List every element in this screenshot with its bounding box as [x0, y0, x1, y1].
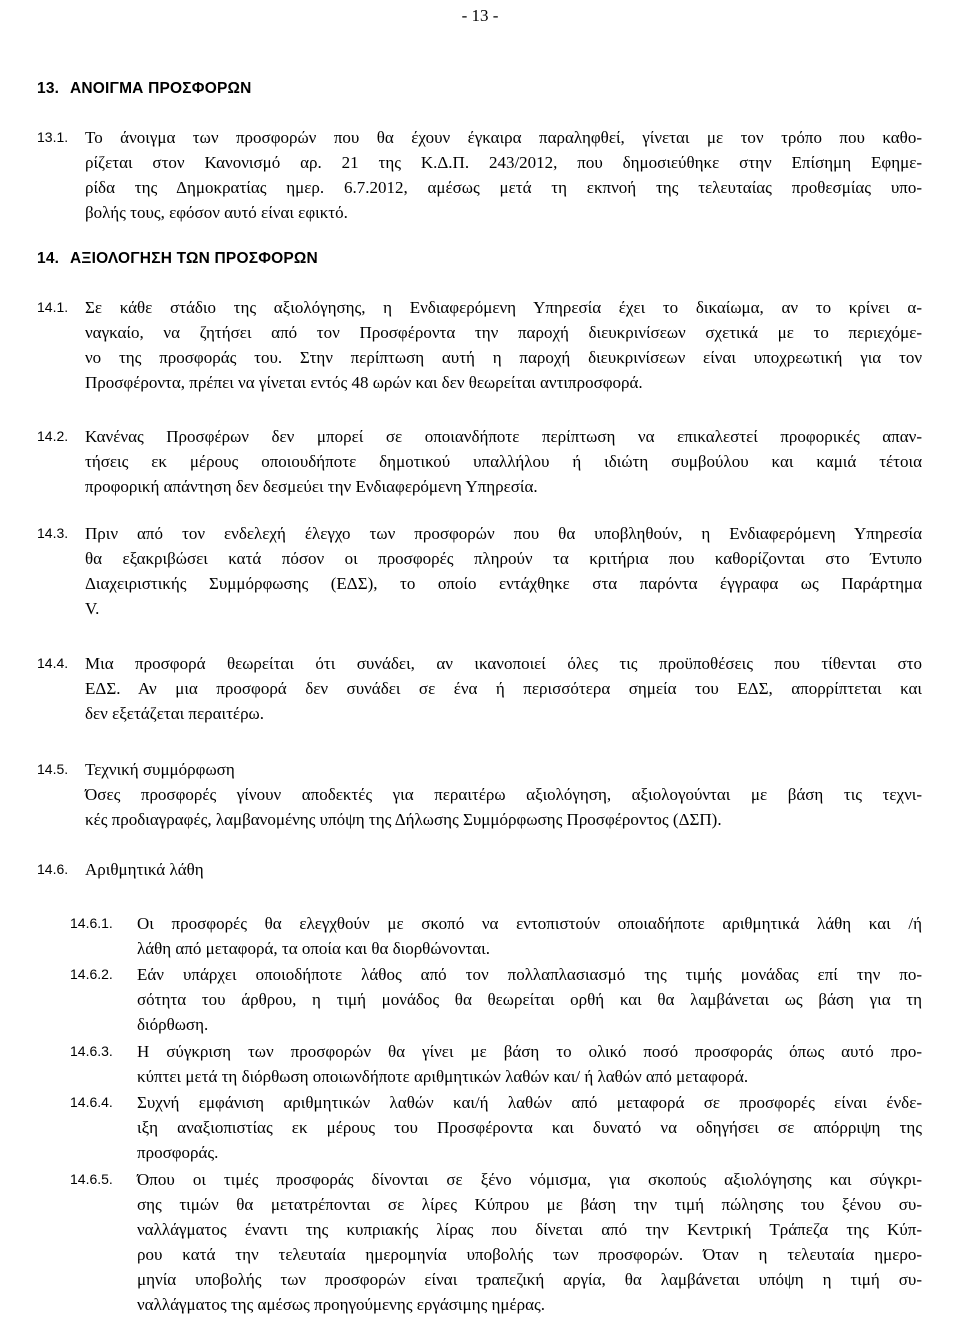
paragraph-number: 13.1. [37, 129, 69, 145]
text-line: Συχνή εμφάνιση αριθμητικών λαθών και/ή λαθών από μεταφορά σε προσφορές είναι ένδε- [137, 1093, 922, 1112]
paragraph-text [85, 857, 922, 882]
text-line: Το άνοιγμα των προσφορών που θα έχουν έγκαιρα παραληφθεί, γίνεται με τον τρόπο που καθο- [85, 128, 922, 147]
paragraph-text [137, 1090, 922, 1165]
text-line: ρίζεται στον Κανονισμό αρ. 21 της Κ.Δ.Π. 243/2012, που δημοσιεύθηκε στην Επίσημη Εφημε- [85, 153, 922, 172]
text-line: Εάν υπάρχει οποιοδήποτε λάθος από τον πολλαπλασιασμό της τιμής μονάδας επί την πο- [137, 965, 922, 984]
text-line: ναλλάγματος έναντι της κυπριακής λίρας που δίνεται από την Κεντρική Τράπεζα της Κύπ- [137, 1220, 922, 1239]
paragraph-number: 14.6.4. [70, 1094, 113, 1110]
text-line: V. [85, 599, 100, 618]
paragraph-14-4 [37, 651, 922, 726]
paragraph-14-1 [37, 295, 922, 395]
text-line: λάθη από μεταφορά, τα οποία και θα διορθώνονται. [137, 939, 490, 958]
text-line: ναλλάγματος της αμέσως προηγούμενης εργάσιμης ημέρας. [137, 1295, 546, 1314]
paragraph-number: 14.6.5. [70, 1171, 113, 1187]
section-heading-14 [37, 246, 318, 271]
text-line: προφορική απάντηση δεν δεσμεύει την Ενδιαφερόμενη Υπηρεσία. [85, 477, 538, 496]
text-line: ΕΔΣ. Αν μια προσφορά δεν συνάδει σε ένα ή περισσότερα σημεία του ΕΔΣ, απορρίπτεται και [85, 679, 922, 698]
text-line: Μια προσφορά θεωρείται ότι συνάδει, αν ικανοποιεί όλες τις προϋποθέσεις που τίθενται στο [85, 654, 922, 673]
paragraph-14-6-4 [70, 1090, 922, 1165]
paragraph-13-1 [37, 125, 922, 225]
text-line: τήσεις εκ μέρους οποιουδήποτε δημοτικού υπαλλήλου ή ιδιώτη συμβούλου και καμιά τέτοια [85, 452, 922, 471]
text-line: Διαχειριστικής Συμμόρφωσης (ΕΔΣ), το οποίο εντάχθηκε στα παρόντα έγγραφα ως Παράρτημα [85, 574, 922, 593]
paragraph-14-6-5 [70, 1167, 922, 1317]
paragraph-text [85, 651, 922, 726]
text-line: Όπου οι τιμές προσφοράς δίνονται σε ξένο νόμισμα, για σκοπούς αξιολόγησης και σύγκρι- [137, 1170, 922, 1189]
subsection-heading: Τεχνική συμμόρφωση [85, 760, 235, 779]
section-title: ΑΞΙΟΛΟΓΗΣΗ ΤΩΝ ΠΡΟΣΦΟΡΩΝ [70, 250, 318, 267]
text-line: ιξη αναξιοπιστίας εκ μέρους του Προσφέροντα και δυνατό να οδηγήσει σε απόρριψη της [137, 1118, 922, 1137]
paragraph-text [137, 962, 922, 1037]
paragraph-text [85, 521, 922, 621]
paragraph-14-6-2 [70, 962, 922, 1037]
paragraph-text [85, 424, 922, 499]
paragraph-number: 14.4. [37, 655, 69, 671]
subsection-heading: Αριθμητικά λάθη [85, 860, 204, 879]
paragraph-text [137, 911, 922, 961]
text-line: μηνία υποβολής των προσφορών είναι τραπεζική αργία, θα λαμβάνεται υπόψη η τιμή συ- [137, 1270, 922, 1289]
paragraph-14-3 [37, 521, 922, 621]
paragraph-number: 14.2. [37, 428, 69, 444]
paragraph-number: 14.6.2. [70, 966, 113, 982]
text-line: θα εξακριβώσει κατά πόσον οι προσφορές πληρούν τα κριτήρια που καθορίζονται στο Έντυπο [85, 549, 922, 568]
paragraph-text [85, 125, 922, 225]
text-line: Οι προσφορές θα ελεγχθούν με σκοπό να εντοπιστούν οποιαδήποτε αριθμητικά λάθη και /ή [137, 914, 922, 933]
text-line: βολής τους, εφόσον αυτό είναι εφικτό. [85, 203, 348, 222]
page-number: - 13 - [461, 6, 499, 25]
text-line: κύπτει μετά τη διόρθωση οποιωνδήποτε αριθμητικών λαθών και/ ή λαθών από μεταφορά. [137, 1067, 749, 1086]
paragraph-14-6 [37, 857, 922, 882]
text-line: ρου κατά την τελευταία ημερομηνία υποβολής των προσφορών. Όταν η τελευταία ημερο- [137, 1245, 922, 1264]
section-number: 13. [37, 80, 60, 97]
text-line: Σε κάθε στάδιο της αξιολόγησης, η Ενδιαφερόμενη Υπηρεσία έχει το δικαίωμα, αν το κρίνει α- [85, 298, 922, 317]
text-line: κές προδιαγραφές, λαμβανομένης υπόψη της Δήλωσης Συμμόρφωσης Προσφέροντος (ΔΣΠ). [85, 810, 722, 829]
text-line: Όσες προσφορές γίνουν αποδεκτές για περαιτέρω αξιολόγηση, αξιολογούνται με βάση τις τεχνι- [85, 785, 922, 804]
section-heading-13 [37, 76, 252, 101]
text-line: Προσφέροντα, πρέπει να γίνεται εντός 48 ωρών και δεν θεωρείται αντιπροσφορά. [85, 373, 643, 392]
section-number: 14. [37, 250, 60, 267]
paragraph-text [137, 1039, 922, 1089]
paragraph-text [85, 757, 922, 832]
paragraph-14-2 [37, 424, 922, 499]
paragraph-14-5 [37, 757, 922, 832]
paragraph-number: 14.6. [37, 861, 69, 877]
text-line: Κανένας Προσφέρων δεν μπορεί σε οποιανδήποτε περίπτωση να επικαλεστεί προφορικές απαν- [85, 427, 922, 446]
text-line: νο της προσφοράς του. Στην περίπτωση αυτή η παροχή διευκρινίσεων είναι υποχρεωτική για τον [85, 348, 922, 367]
text-line: Η σύγκριση των προσφορών θα γίνει με βάση το ολικό ποσό προσφοράς όπως αυτό προ- [137, 1042, 922, 1061]
section-title: ΑΝΟΙΓΜΑ ΠΡΟΣΦΟΡΩΝ [70, 80, 252, 97]
paragraph-text [137, 1167, 922, 1317]
paragraph-number: 14.1. [37, 299, 69, 315]
text-line: ναγκαίο, να ζητήσει από τον Προσφέροντα την παροχή διευκρινίσεων σχετικά με το περιεχόμε- [85, 323, 922, 342]
paragraph-14-6-3 [70, 1039, 922, 1089]
paragraph-number: 14.6.3. [70, 1043, 113, 1059]
paragraph-number: 14.6.1. [70, 915, 113, 931]
text-line: ρίδα της Δημοκρατίας ημερ. 6.7.2012, αμέσως μετά τη εκπνοή της τελευταίας προθεσμίας υπο- [85, 178, 922, 197]
text-line: διόρθωση. [137, 1015, 209, 1034]
paragraph-number: 14.5. [37, 761, 69, 777]
paragraph-number: 14.3. [37, 525, 69, 541]
paragraph-14-6-1 [70, 911, 922, 961]
paragraph-text [85, 295, 922, 395]
text-line: δεν εξετάζεται περαιτέρω. [85, 704, 264, 723]
text-line: σης τιμών θα μετατρέπονται σε λίρες Κύπρου με βάση την τιμή πώλησης του ξένου συ- [137, 1195, 922, 1214]
text-line: σότητα του άρθρου, η τιμή μονάδος θα θεωρείται ορθή και θα λαμβάνεται ως βάση για τη [137, 990, 922, 1009]
text-line: προσφοράς. [137, 1143, 219, 1162]
text-line: Πριν από τον ενδελεχή έλεγχο των προσφορών που θα υποβληθούν, η Ενδιαφερόμενη Υπηρεσία [85, 524, 922, 543]
